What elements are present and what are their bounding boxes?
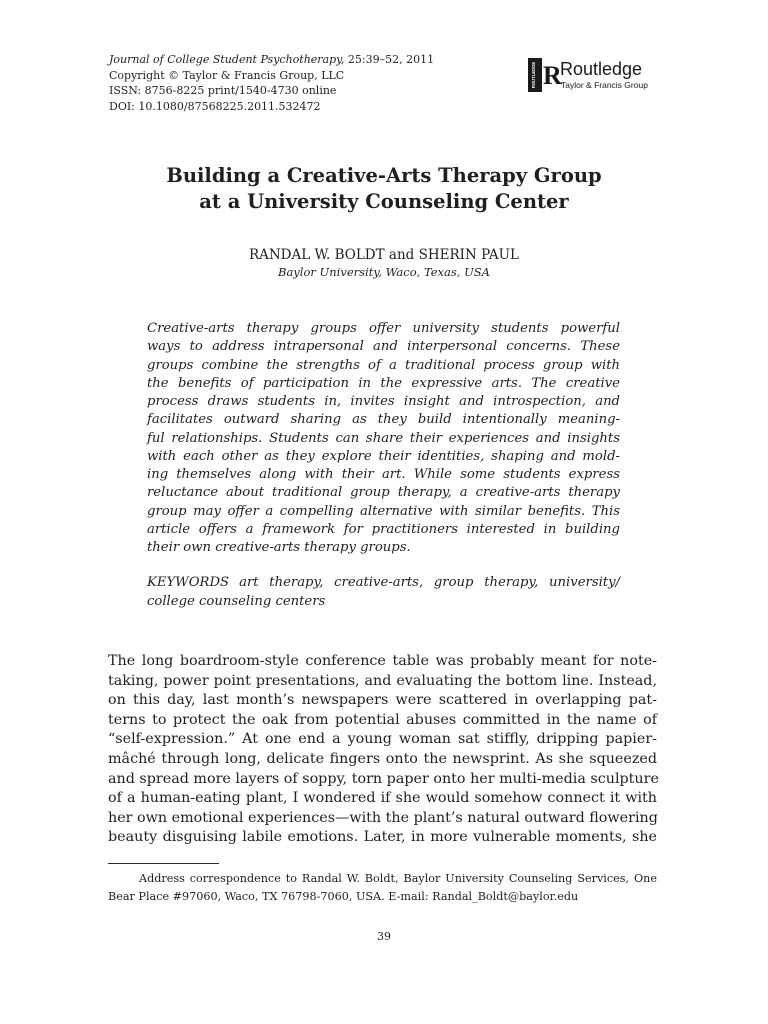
body-line: of a human-eating plant, I wondered if she would somehow connect it with [108,790,657,807]
abstract-line: process draws students in, invites insight and introspection, and [147,394,620,409]
abstract-line: facilitates outward sharing as they build intentionally meaning- [147,412,620,428]
body-line: terns to protect the oak from potential abuses committed in the name of [108,711,657,728]
body-line: on this day, last month’s newspapers were scattered in overlapping pat- [108,692,657,709]
journal-volume: 25:39–52, 2011 [344,53,435,66]
page-number: 39 [377,930,391,943]
keywords [147,574,620,611]
keywords-label: KEYWORDS [147,575,230,590]
abstract [147,320,620,557]
abstract-line: ing themselves along with their art. While some students express [147,467,620,482]
logo-mark-letter: R [543,61,562,90]
title-line: at a University Counseling Center [199,190,569,213]
authors: RANDAL W. BOLDT and SHERIN PAUL [248,247,520,263]
issn-line: ISSN: 8756-8225 print/1540-4730 online [109,84,337,97]
journal-info [109,52,489,114]
footnote-line: Bear Place #97060, Waco, TX 76798-7060, USA. E-mail: Randal_Boldt@baylor.edu [108,889,579,903]
journal-name: Journal of College Student Psychotherapy, [109,53,345,66]
article-title [0,163,768,215]
abstract-line: article offers a framework for practitioners interested in building [147,521,620,537]
title-line: Building a Creative-Arts Therapy Group [166,164,602,187]
body-line: The long boardroom-style conference table was probably meant for note- [108,653,657,669]
logo-name: Routledge [560,59,643,79]
affiliation: Baylor University, Waco, Texas, USA [278,265,490,279]
body-line: her own emotional experiences—with the plant’s natural outward flowering [108,809,658,826]
body-line: mâché through long, delicate fingers onto the newsprint. As she squeezed [108,750,657,767]
abstract-line: ful relationships. Students can share their experiences and insights [147,430,620,446]
keywords-line [147,574,620,593]
body-line: beauty disguising labile emotions. Later, in more vulnerable moments, she [108,829,657,846]
body-line: “self-expression.” At one end a young woman sat stiffly, dripping papier- [108,731,657,748]
abstract-line: the benefits of participation in the expressive arts. The creative [147,375,620,391]
abstract-line: ways to address intrapersonal and interpersonal concerns. These [147,339,620,355]
abstract-line: with each other as they explore their identities, shaping and mold- [147,448,620,464]
routledge-logo-icon [528,58,562,92]
abstract-line: groups combine the strengths of a traditional process group with [147,357,620,373]
logo-mark-text: ROUTLEDGE [531,61,536,89]
abstract-line: Creative-arts therapy groups offer university students powerful [147,321,620,336]
abstract-line: their own creative-arts therapy groups. [147,540,411,555]
publisher-logo [528,58,668,92]
footnote-line: Address correspondence to Randal W. Boldt, Baylor University Counseling Services, One [139,872,657,885]
footnote [108,870,657,905]
body-line: taking, power point presentations, and evaluating the bottom line. Instead, [108,672,657,689]
abstract-line: group may offer a compelling alternative with similar benefits. This [147,503,620,519]
doi-line: DOI: 10.1080/87568225.2011.532472 [109,99,321,113]
body-text [108,652,657,848]
abstract-line: reluctance about traditional group therapy, a creative-arts therapy [147,485,620,501]
body-line: and spread more layers of soppy, torn paper onto her multi-media sculpture [108,770,659,787]
keywords-line: college counseling centers [147,593,326,609]
keywords-text: art therapy, creative-arts, group therapy, university/ [239,575,620,590]
journal-citation [109,52,489,68]
logo-subtitle: Taylor & Francis Group [561,80,648,90]
footnote-divider [108,863,219,864]
copyright-line: Copyright © Taylor & Francis Group, LLC [109,68,345,82]
